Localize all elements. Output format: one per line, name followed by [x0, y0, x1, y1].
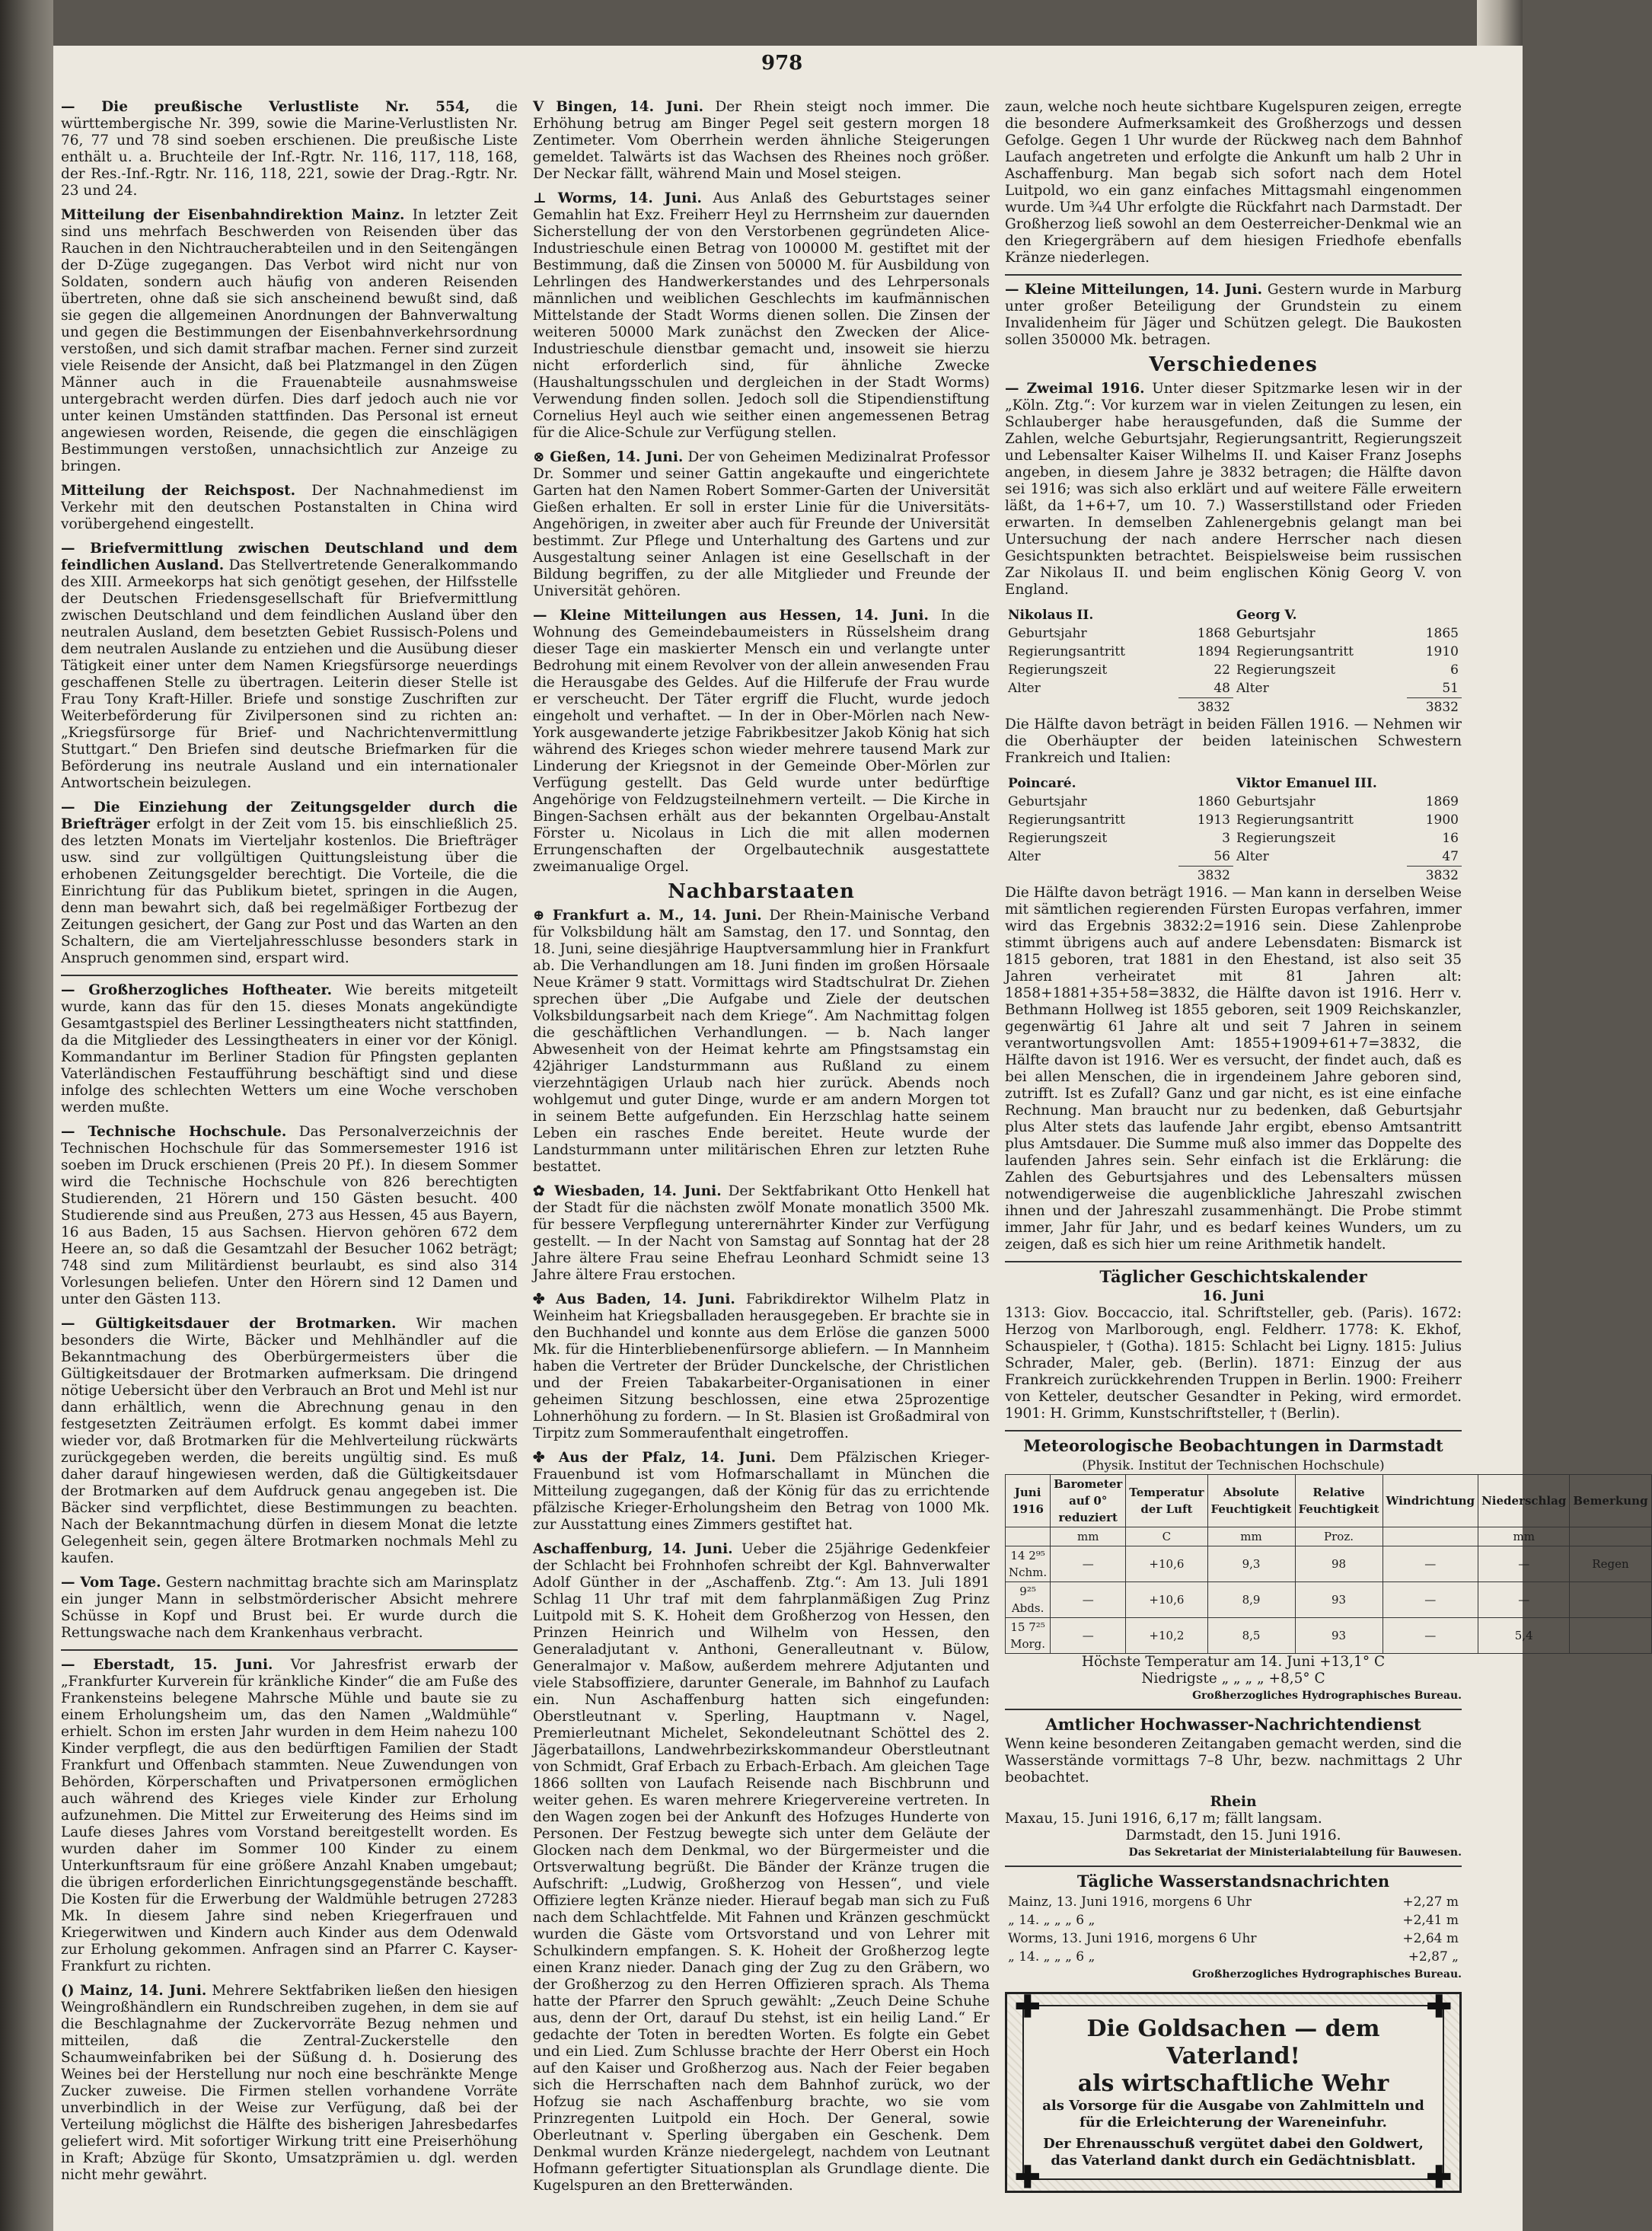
article-hochschule: — Technische Hochschule. Das Personalverzeichnis der Technischen Hochschule für das Sommersemester 1916 ist soeben im Druck erschienen (Preis 20 Pf.). In diesem Sommer wird die Technische Hochschule von 826 berechtigten Studierenden, 21 Hörern und 150 Gästen besucht. 400 Studierende sind aus Preußen, 273 aus Hessen, 45 aus Bayern, 16 aus Baden, 15 aus Sachsen. Hiervon gehören 672 dem Heere an, so daß die Gesamtzahl der Besucher 1062 beträgt; 748 sind zum Militärdienst beurlaubt, es sind also 314 Vorlesungen beliefen. Unter den Hörern sind 12 Damen und unter den Gästen 113.	[61, 1124, 518, 1307]
article-wiesbaden: ✿ Wiesbaden, 14. Juni. Der Sektfabrikant Otto Henkell hat der Stadt für die nächsten zwölf Monate monatlich 3500 Mk. für bessere Verpflegung unterernährter Kinder zur Verfügung gestellt. — In der Nacht von Samstag auf Sonntag hat der 28 Jahre ältere Frau seine Ehefrau Leonhard Schmidt seine 13 Jahre ältere Frau erstochen.	[533, 1183, 990, 1283]
newspaper-page	[53, 46, 1648, 2231]
wasserstand-source: Großherzogliches Hydrographisches Bureau.	[1192, 1968, 1462, 1980]
heading-hochwasser: Amtlicher Hochwasser-Nachrichtendienst	[1045, 1715, 1421, 1734]
hochwasser-source: Das Sekretariat der Ministerialabteilung für Bauwesen.	[1128, 1846, 1462, 1859]
cross-icon: ✚	[1426, 2159, 1452, 2195]
section-heading-nachbarstaaten: Nachbarstaaten	[668, 880, 855, 903]
table-row: Worms, 13. Juni 1916, morgens 6 Uhr +2,64 m	[1008, 1931, 1459, 1946]
hochwasser-place: Darmstadt, den 15. Juni 1916.	[1125, 1827, 1341, 1843]
table-row: „ 14. „ „ „ 6 „ +2,41 m	[1008, 1913, 1459, 1928]
divider	[61, 1649, 518, 1651]
table-row: Alter 56 Alter 47	[1005, 847, 1462, 867]
divider	[1005, 1430, 1462, 1431]
hochwasser-river: Rhein	[1210, 1794, 1257, 1810]
heading-meteorologie: Meteorologische Beobachtungen in Darmstadt	[1023, 1436, 1443, 1455]
table-row: Geburtsjahr 1868 Geburtsjahr 1865	[1008, 626, 1459, 641]
ad-line-3: als wirtschaftliche Wehr	[1077, 2070, 1389, 2097]
heading-geschichtskalender: Täglicher Geschichtskalender	[1099, 1267, 1367, 1286]
article-verlustliste: — Die preußische Verlustliste Nr. 554, die württembergische Nr. 399, sowie die Marine-Verlustlisten Nr. 76, 77 und 78 sind soeben erschienen. Die preußische Liste enthält u. a. Bruchteile der Inf.-Rgtr. Nr. 116, 117, 118, 168, der Res.-Inf.-Rgtr. Nr. 116, 118, 221, sowie der Drag.-Rgtr. Nr. 23 und 24.	[61, 99, 518, 199]
ad-line-2: Vaterland!	[1166, 2043, 1300, 2070]
article-zweimal-1916: — Zweimal 1916. Unter dieser Spitzmarke lesen wir in der „Köln. Ztg.“: Vor kurzem war in vielen Zeitungen zu lesen, ein Schlauberger habe herausgefunden, daß die Summe der Zahlen, welche Geburtsjahr, Regierungsantritt, Regierungszeit und Lebensalter Kaiser Wilhelms II. und Kaiser Franz Josephs angeben, in diesem Jahre je 3832 betragen; die Hälfte davon sei 1916; was sich also erklärt und auf weitere Fälle erweitern läßt, da 1+6+7, um 10. 7.) Wasserstillstand oder Frieden erwarten. In demselben Zahlenergebnis gelangt man bei Untersuchung der nach andere Herrscher nach diesen Gesichtspunkten betrachtet. Beispielsweise beim russischen Zar Nikolaus II. und beim englischen König Georg V. von England.	[1005, 381, 1462, 598]
gold-advertisement	[1005, 1989, 1462, 2195]
article-pfalz: ✤ Aus der Pfalz, 14. Juni. Dem Pfälzischen Krieger-Frauenbund ist vom Hofmarschallamt in München die Mitteilung zugegangen, daß der König für das zu errichtende pfälzische Krieger-Erholungsheim den Betrag von 1000 Mk. zur Ausstattung eines Zimmers gestiftet hat.	[533, 1450, 990, 1533]
article-zweimal-end: Die Hälfte davon beträgt 1916. — Man kann in derselben Weise mit sämtlichen regierenden Fürsten Europas verfahren, immer wird das Ergebnis 3832:2=1916 sein. Diese Zahlenprobe stimmt übrigens auch auf andere Lebensdaten: Bismarck ist 1815 geboren, trat 1881 in den Ehestand, ist also seit 35 Jahren verheiratet mit 81 Jahren alt: 1858+1881+35+58=3832, die Hälfte davon ist 1916. Herr v. Bethmann Hollweg ist 1855 geboren, seit 1909 Reichskanzler, gegenwärtig 61 Jahre alt und seit 7 Jahren in seinem verantwortungsvollen Amt: 1855+1909+61+7=3832, die Hälfte davon ist 1916. Wer es versucht, der findet auch, daß es bei allen Menschen, die in irgendeinem Jahre geboren sind, zutrifft. Ist es Zufall? Ganz und gar nicht, es ist eine einfache Rechnung. Man braucht nur zu bedenken, daß Geburtsjahr plus Alter stets das laufende Jahr ergibt, ebenso Amtsantritt plus Amtsdauer. Die Summe muß also immer das Doppelte des laufenden Jahres sein. Sehr einfach ist die Erklärung: die Zahlen des Geburtsjahres und des Lebensalters müssen notwendigerweise die augenblickliche Jahreszahl zwischen ihnen und der Jahreszahl zusammenhängt. Die Probe stimmt immer, Jahr für Jahr, und es bedarf keines Wunders, um zu zeigen, daß es sich hier um reine Arithmetik handelt.	[1005, 885, 1462, 1253]
table-row: Alter 48 Alter 51	[1005, 679, 1462, 698]
article-eberstadt: — Eberstadt, 15. Juni. Vor Jahresfrist erwarb der „Frankfurter Kurverein für kränkliche Kinder“ die am Fuße des Frankensteins belegene Mahrsche Mühle und baute sie zu einem Erholungsheim um, das den Namen „Waldmühle“ erhielt. Schon im ersten Jahr wurden in dem Heim nahezu 100 Kinder verpflegt, die aus den bedürftigen Familien der Stadt Frankfurt und Offenbach stammten. Neue Zuwendungen von Behörden, Körperschaften und Privatpersonen ermöglichen auch während des Krieges viele Kinder zur Erholung aufzunehmen. Die Mittel zur Erweiterung des Heims sind im Laufe dieses Jahres vom Vorstand bereitgestellt worden. Es wurden daher im Sommer 100 Kinder zu einem Unterkunftsraum für eine größere Anzahl Knaben umgebaut; die übrigen erforderlichen Einrichtungsgegenstände beschafft. Die Kosten für die Erwerbung der Waldmühle betrugen 27283 Mk. In diesem Jahre sind neben Kriegerfrauen und Kriegerwitwen und Kindern auch Kinder aus dem Odenwald zur Erholung gekommen. Anfragen sind an Pfarrer C. Kayser-Frankfurt zu richten.	[61, 1657, 518, 1974]
article-brotmarken: — Gültigkeitsdauer der Brotmarken. Wir machen besonders die Wirte, Bäcker und Mehlhändler auf die Bekanntmachung des Oberbürgermeisters über die Gültigkeitsdauer der Brotmarken aufmerksam. Die dringend nötige Uebersicht über den Verbrauch an Brot und Mehl ist nur dann erhältlich, wenn die Abrechnung genau in den festgesetzten Zeiträumen erfolgt. Es kommt dabei immer wieder vor, daß Brotmarken für die Mehlverteilung rückwärts zurückgegeben werden, die bereits ungültig sind. Es muß daher darauf hingewiesen werden, daß die Gültigkeitsdauer der Brotmarken auf dem Aufdruck genau angegeben ist. Die Bäcker sind verpflichtet, diese Bestimmungen zu beachten. Nach der Bekanntmachung dürfen in diesem Monat die letzte Gelegenheit sein, gegen ältere Brotmarken nochmals Mehl zu kaufen.	[61, 1316, 518, 1566]
ad-inner	[1022, 2005, 1444, 2180]
divider	[61, 975, 518, 976]
table-row: „ 14. „ „ „ 6 „ +2,87 „	[1008, 1949, 1459, 1964]
table-row: Mainz, 13. Juni 1916, morgens 6 Uhr +2,27 m	[1008, 1894, 1459, 1910]
article-mainz: () Mainz, 14. Juni. Mehrere Sektfabriken ließen den hiesigen Weingroßhändlern ein Rundschreiben zugehen, in dem sie auf die Beschlagnahme der Zuckervorräte Bezug nehmen und mitteilen, daß die Zentral-Zuckerstelle den Schaumweinfabriken bei der Süßung d. h. Dosierung des Weines bei der Herstellung nur noch eine beschränkte Menge Zucker zuweise. Die Firmen stellen vorhandene Vorräte unverbindlich in der Weise zur Verfügung, daß bei der Verteilung möglichst die Hälfte des bisherigen Jahresbedarfes geliefert wird. Mit sofortiger Wirkung tritt eine Preiserhöhung in Kraft; Abzüge für Skonto, Umsatzprämien u. dgl. werden nicht mehr gewährt.	[61, 1983, 518, 2183]
article-giessen: ⊗ Gießen, 14. Juni. Der von Geheimen Medizinalrat Professor Dr. Sommer und seiner Gattin angekaufte und eingerichtete Garten hat den Namen Robert Sommer-Garten der Universität Gießen erhalten. Er soll in erster Linie für die Universitäts-Angehörigen, in zweiter aber auch für Freunde der Universität bestimmt. Zur Pflege und Unterhaltung des Gartens und zur Ausgestaltung seiner Anlagen ist eine Gesellschaft in der Bildung begriffen, zu der alle Mitglieder und Freunde der Universität gehören.	[533, 449, 990, 599]
book-spine	[0, 0, 53, 2231]
table-row: Regierungsantritt 1913 Regierungsantritt 1900	[1008, 812, 1459, 828]
column-3	[1005, 99, 1648, 2195]
article-zweimal-cont: Die Hälfte davon beträgt in beiden Fällen 1916. — Nehmen wir die Oberhäupter der beiden lateinischen Schwestern Frankreich und Italien:	[1005, 717, 1462, 766]
page-number: 978	[761, 52, 803, 75]
cross-icon: ✚	[1426, 1989, 1452, 2025]
meteorologie-source: Großherzogliches Hydrographisches Bureau.	[1192, 1690, 1462, 1702]
section-heading-verschiedenes: Verschiedenes	[1149, 353, 1318, 376]
table-row: Regierungszeit 22 Regierungszeit 6	[1008, 662, 1459, 678]
article-aschaffenburg-cont: zaun, welche noch heute sichtbare Kugelspuren zeigen, erregte die besondere Aufmerksamkeit des Großherzogs und dessen Gefolge. Gegen 1 Uhr wurde der Rückweg nach dem Bahnhof Laufach angetreten und erfolgte die Ankunft um halb 2 Uhr in Aschaffenburg. Man begab sich sofort nach dem Hotel Luitpold, wo ein ganz einfaches Mittagsmahl eingenommen wurde. Um ¾4 Uhr erfolgte die Rückfahrt nach Darmstadt. Der Großherzog ließ sowohl an dem Oesterreicher-Denkmal wie an den Kriegergräbern auf dem hiesigen Friedhofe ebenfalls Kränze niederlegen.	[1005, 99, 1462, 266]
kalender-date: 16. Juni	[1202, 1288, 1265, 1304]
weather-table: Juni 1916 Barometer auf 0° reduziert Temperatur der Luft Absolute Feuchtigkeit Relative Feuchtigkeit Windrichtung Niederschlag Bemerkung mm C mm Proz. mm 14 2⁹⁵ Nchm. — +10,6 9,3 98 — — Regen 9²⁵ Abds. — +10,6 8,9 93 — — 15 7²⁵ Morg. — +10,2 8,5 93 — 5,4	[1005, 1474, 1652, 1654]
heading-wasserstand: Tägliche Wasserstandsnachrichten	[1076, 1872, 1390, 1891]
article-reichspost: Mitteilung der Reichspost. Der Nachnahmedienst im Verkehr mit den deutschen Postanstalten in China wird vorübergehend eingestellt.	[61, 483, 518, 532]
table-row: Regierungszeit 3 Regierungszeit 16	[1008, 831, 1459, 846]
article-briefvermittlung: — Briefvermittlung zwischen Deutschland und dem feindlichen Ausland. Das Stellvertretende Generalkommando des XIII. Armeekorps hat sich genötigt gesehen, der Hilfsstelle der Deutschen Friedensgesellschaft für Briefvermittlung zwischen Deutschland und dem feindlichen Ausland über den neutralen Ausland, dem besetzten Gebiet Russisch-Polens und dem neutralen Auslande zu entziehen und die Ausübung dieser Tätigkeit einer unter dem Namen Kriegsfürsorge neuerdings geschaffenen Stelle zu übertragen. Leiterin dieser Stelle ist Frau Tony Kraft-Hiller. Briefe und sonstige Zuschriften zur Weiterbeförderung für Zivilpersonen sind zu richten an: „Kriegsfürsorge für Brief- und Nachrichtenvermittlung Stuttgart.“ Den Briefen sind deutsche Briefmarken für die Beförderung ins neutrale Ausland und ein internationaler Antwortschein beizulegen.	[61, 541, 518, 791]
cross-icon: ✚	[1015, 2159, 1041, 2195]
cross-icon: ✚	[1015, 1989, 1041, 2025]
column-1	[61, 99, 518, 2191]
ad-line-1: Die Goldsachen — dem	[1086, 2016, 1380, 2042]
table-row: 9²⁵ Abds. — +10,6 8,9 93 — —	[1006, 1582, 1652, 1618]
divider	[1005, 1261, 1462, 1262]
min-temperature: Niedrigste „ „ „ „ +8,5° C	[1141, 1671, 1325, 1687]
table-sum-row: 3832 3832	[1197, 700, 1459, 715]
divider	[1005, 274, 1462, 276]
column-2	[533, 99, 990, 2202]
hochwasser-maxau: Maxau, 15. Juni 1916, 6,17 m; fällt langsam.	[1005, 1811, 1322, 1827]
wasserstand-table	[1005, 1893, 1462, 1966]
article-kleine-mitteilungen: — Kleine Mitteilungen, 14. Juni. Gestern wurde in Marburg unter großer Beteiligung der Grundstein zu einem Invalidenheim für Jäger und Schützen gelegt. Die Baukosten sollen 350000 Mk. betragen.	[1005, 282, 1462, 348]
article-zeitungsgelder: — Die Einziehung der Zeitungsgelder durch die Briefträger erfolgt in der Zeit vom 15. bis einschließlich 25. des letzten Monats im Vierteljahr kostenlos. Die Briefträger usw. sind zur vollgültigen Quittungsleistung über die erhobenen Zeitungsgelder berechtigt. Die Vorteile, die die Einrichtung für das Publikum bietet, springen in die Augen, denn man bewahrt sich, daß bei regelmäßiger Fortbezug der Zeitungen gesichert, der Gang zur Post und das Warten an den Schaltern, die am Vierteljahresschlusse besonders stark in Anspruch genommen sind, erspart wird.	[61, 800, 518, 966]
table-nikolaus-georg: Nikolaus II. Georg V. Geburtsjahr 1868 Geburtsjahr 1865 Regierungsantritt 1894 Regierungsantritt 1910 Regierungszeit 22 Regierungszeit 6 Alter 48 Alter 51 3832 3832	[1005, 606, 1462, 717]
divider	[1005, 1866, 1462, 1867]
divider	[1005, 1709, 1462, 1710]
article-vom-tage: — Vom Tage. Gestern nachmittag brachte sich am Marinsplatz ein junger Mann in selbstmörderischer Absicht mehrere Schüsse in Kopf und Brust bei. Er wurde durch die Rettungswache nach dem Krankenhaus verbracht.	[61, 1575, 518, 1641]
table-poincare-viktor: Poincaré. Viktor Emanuel III. Geburtsjahr 1860 Geburtsjahr 1869 Regierungsantritt 1913 Regierungsantritt 1900 Regierungszeit 3 Regierungszeit 16 Alter 56 Alter 47 3832 3832	[1005, 774, 1462, 885]
meteorologie-subtitle: (Physik. Institut der Technischen Hochschule)	[1082, 1458, 1385, 1473]
table-sum-row: 3832 3832	[1197, 868, 1459, 883]
ad-line-4: als Vorsorge für die Ausgabe von Zahlmitteln und für die Erleichterung der Wareneinfuhr.	[1042, 2098, 1424, 2130]
article-kleine-hessen: — Kleine Mitteilungen aus Hessen, 14. Juni. In die Wohnung des Gemeindebaumeisters in Rüsselsheim drang dieser Tage ein maskierter Mensch ein und verlangte unter Bedrohung mit einem Revolver von der allein anwesenden Frau die Herausgabe des Geldes. Auf die Hilferufe der Frau wurde er verscheucht. Der Täter ergriff die Flucht, wurde jedoch eingeholt und verhaftet. — In der in Ober-Mörlen nach New-York ausgewanderte jetzige Fabrikbesitzer Jakob König hat sich während des Krieges schon wieder mehrere tausend Mark zur Linderung der Kriegsnot in der Gemeinde Ober-Mörlen zur Verfügung gestellt. Das Geld wurde unter bedürftige Angehörige von Feldzugsteilnehmern verteilt. — Die Kirche in Bingen-Sachsen erhält aus der bekannten Orgelbau-Anstalt Förster u. Nicolaus in Lich die mit allen modernen Errungenschaften der Orgelbautechnik ausgestattete zweimanualige Orgel.	[533, 608, 990, 875]
ad-line-5: Der Ehrenausschuß vergütet dabei den Goldwert, das Vaterland dankt durch ein Gedächtnisblatt.	[1043, 2136, 1424, 2169]
article-baden: ✤ Aus Baden, 14. Juni. Fabrikdirektor Wilhelm Platz in Weinheim hat Kriegsballaden herausgegeben. Er brachte sie in den Buchhandel und konnte aus dem Erlöse die ganzen 5000 Mk. für die Hinterbliebenenfürsorge abliefern. — In Mannheim haben die Vertreter der Brüder Dunckelsche, der Christlichen und der Freien Tabakarbeiter-Organisationen in einer geheimen Sitzung beschlossen, eine etwa 25prozentige Lohnerhöhung zu fordern. — In St. Blasien ist Großadmiral von Tirpitz zum Sommeraufenthalt eingetroffen.	[533, 1291, 990, 1441]
article-eisenbahn: Mitteilung der Eisenbahndirektion Mainz. In letzter Zeit sind uns mehrfach Beschwerden von Reisenden über das Rauchen in den Nichtraucherabteilen und in den Seitengängen der D-Züge zugegangen. Das Verbot wird nicht nur von Soldaten, sondern auch häufig von anderen Reisenden übertreten, ohne daß sie sich anscheinend bewußt sind, daß sie gegen die allgemeinen Anordnungen der Bahnverwaltung und gegen die Bestimmungen der Eisenbahnverkehrsordnung verstoßen, und sich damit strafbar machen. Ferner sind zurzeit viele Reisende der Ansicht, daß bei Platzmangel in den Zügen Männer auch in die Frauenabteile ausnahmsweise untergebracht werden dürfen. Dies darf jedoch auch nie vor unter keinen Umständen stattfinden. Das Personal ist erneut angewiesen worden, Reisende, die gegen die einschlägigen Bestimmungen verstoßen, unnachsichtlich zur Anzeige zu bringen.	[61, 207, 518, 474]
table-row: Geburtsjahr 1860 Geburtsjahr 1869	[1008, 794, 1459, 809]
table-row: 15 7²⁵ Morg. — +10,2 8,5 93 — 5,4	[1006, 1618, 1652, 1654]
hochwasser-text: Wenn keine besonderen Zeitangaben gemacht werden, sind die Wasserstände vormittags 7–8 Uhr, bezw. nachmittags 2 Uhr beobachtet.	[1005, 1736, 1462, 1786]
kalender-text: 1313: Giov. Boccaccio, ital. Schriftsteller, geb. (Paris). 1672: Herzog von Marlborough, engl. Feldherr. 1778: K. Ekhof, Schauspieler, † (Gotha). 1815: Schlacht bei Ligny. 1815: Julius Schrader, Maler, geb. (Berlin). 1871: Einzug der aus Frankreich zurückkehrenden Truppen in Berlin. 1900: Freiherr von Ketteler, deutscher Gesandter in Peking, wird ermordet. 1901: H. Grimm, Kunstschriftsteller, † (Berlin).	[1005, 1305, 1462, 1422]
article-bingen: V Bingen, 14. Juni. Der Rhein steigt noch immer. Die Erhöhung betrug am Binger Pegel seit gestern morgen 18 Zentimeter. Vom Oberrhein werden ähnliche Steigerungen gemeldet. Talwärts ist das Wachsen des Rheines noch größer. Der Neckar fällt, während Main und Mosel steigen.	[533, 99, 990, 182]
table-row: 14 2⁹⁵ Nchm. — +10,6 9,3 98 — — Regen	[1006, 1546, 1652, 1582]
table-row: Regierungsantritt 1894 Regierungsantritt 1910	[1008, 644, 1459, 659]
article-frankfurt: ⊕ Frankfurt a. M., 14. Juni. Der Rhein-Mainische Verband für Volksbildung hält am Samstag, den 17. und Sonntag, den 18. Juni, seine diesjährige Hauptversammlung hier in Frankfurt ab. Die Verhandlungen am 18. Juni finden im großen Hörsaale Neue Krämer 9 statt. Vormittags wird Stadtschulrat Dr. Ziehen sprechen über „Die Aufgabe und Ziele der deutschen Volksbildungsarbeit nach dem Kriege“. Am Nachmittag folgen die geschäftlichen Verhandlungen. — b. Nach langer Abwesenheit von der Heimat kehrte am Pfingstsamstag ein 42jähriger Landsturmmann aus Rußland zu einem vierzehntägigen Urlaub nach hier zurück. Abends noch wohlgemut und guter Dinge, wurde er am andern Morgen tot in seinem Bette aufgefunden. Ein Herzschlag hatte seinem Leben ein rasches Ende bereitet. Heute wurde der Landsturmmann unter militärischen Ehren zur letzten Ruhe bestattet.	[533, 908, 990, 1175]
article-hoftheater: — Großherzogliches Hoftheater. Wie bereits mitgeteilt wurde, kann das für den 15. dieses Monats angekündigte Gesamtgastspiel des Berliner Lessingtheaters nicht stattfinden, da die Mitglieder des Lessingtheaters in einer vor der Königl. Kommandantur im Berliner Stadion für Pfingsten geplanten Vaterländischen Festaufführung beschäftigt sind und diese infolge des schlechten Wetters um eine Woche verschoben werden mußte.	[61, 982, 518, 1116]
article-worms: ⊥ Worms, 14. Juni. Aus Anlaß des Geburtstages seiner Gemahlin hat Exz. Freiherr Heyl zu Herrnsheim zur dauernden Sicherstellung der von den Verstorbenen gegründeten Alice-Industrieschule einen Betrag von 100000 M. gestiftet mit der Bestimmung, daß die Zinsen von 50000 M. für Ausbildung von Lehrlingen des Handwerkerstandes und des Lehrpersonals männlichen und weiblichen Geschlechts im kaufmännischen Mittelstande der Stadt Worms dienen sollen. Die Zinsen der weiteren 50000 Mark zunächst den Zwecken der Alice-Industrieschule dienstbar gemacht und, insoweit sie hierzu nicht erforderlich sind, für ähnliche Zwecke (Haushaltungsschulen und dergleichen in der Stadt Worms) Verwendung finden sollen. Jedoch soll die Stipendienstiftung Cornelius Heyl auch wie seither einen angemessenen Betrag für die Alice-Schule zur Verfügung stellen.	[533, 190, 990, 441]
article-aschaffenburg: Aschaffenburg, 14. Juni. Ueber die 25jährige Gedenkfeier der Schlacht bei Frohnhofen schreibt der Kgl. Bahnverwalter Adolf Günther in der „Aschaffenb. Ztg.“: Am 13. Juli 1891 Schlag 11 Uhr traf mit dem fahrplanmäßigen Zug Prinz Luitpold mit S. K. Hoheit dem Großherzog von Hessen, den Prinzen Heinrich und Wilhelm von Hessen, den Generaladjutant v. Anthoni, Generalleutnant v. Bülow, Generalmajor v. Maßow, außerdem mehrere Adjutanten und viele Stabsoffiziere, darunter Generale, im Bahnhof zu Laufach ein. Nun Aschaffenburg hatten sich eingefunden: Oberstleutnant v. Sperling, Hauptmann v. Nagel, Premierleutnant Michelet, Sekondeleutnant Schöttel des 2. Jägerbataillons, Landwehrbezirkskommandeur Oberstleutnant von Schmidt, Graf Erbach zu Erbach-Erbach. Am gleichen Tage 1866 sollten von Laufach Reisende nach Bischbrunn und weiter gehen. Es waren mehrere Kriegervereine vertreten. In den Wagen zogen bei der Ankunft des Hofzuges Hunderte von Personen. Der Festzug bewegte sich unter dem Geläute der Glocken nach dem Denkmal, wo der Bürgermeister und die Ortsverwaltung begrüßt. Die Bänder der Kränze trugen die Aufschrift: „Ludwig, Großherzog von Hessen“, und viele Offiziere legten Kränze nieder. Hierauf begab man sich zu Fuß nach dem Schlachtfelde. Mit Fahnen und Kränzen geschmückt wurden die Gäste vom Ortsvorstand und von Lehrer mit Schulkindern empfangen. S. K. Hoheit der Großherzog legte einen Kranz nieder. Danach ging der Zug zu den Gräbern, wo der Großherzog zu den Herren Offizieren sprach. Als Thema hatte der Pfarrer den Spruch gewählt: „Zeuch Deine Schuhe aus, denn der Ort, darauf Du stehst, ist ein heilig Land.“ Er gedachte der Toten in beredten Worten. Es folgte ein Gebet und ein Lied. Zum Schlusse brachte der Herr Oberst ein Hoch auf den Kaiser und Großherzog aus. Nach der Feier begaben sich die Herrschaften nach dem Bahnhof zurück, wo der Hofzug sie nach Aschaffenburg brachte, wo sie vom Prinzregenten Luitpold ein Hoch. Der General, sowie Oberleutnant v. Sperling übergaben ein Geschenk. Dem Denkmal wurden Kränze niedergelegt, nachdem von Leutnant Hofmann gefertigter Situationsplan als Grundlage diente. Die Kugelspuren an den Bretterwänden.	[533, 1541, 990, 2194]
max-temperature: Höchste Temperatur am 14. Juni +13,1° C	[1081, 1654, 1386, 1670]
